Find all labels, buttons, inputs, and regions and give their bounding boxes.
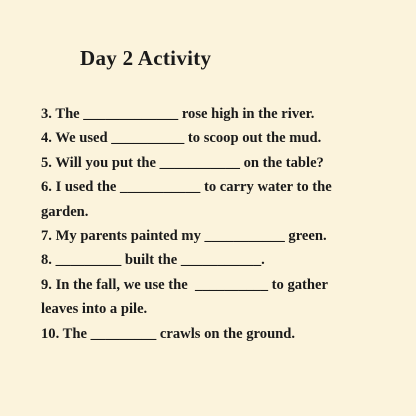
sentence-9-continued: leaves into a pile.	[41, 301, 148, 318]
sentence-7: 7. My parents painted my ___________ green.	[41, 228, 327, 245]
sentence-3: 3. The _____________ rose high in the river.	[41, 106, 315, 122]
sentence-9: 9. In the fall, we use the __________ to gather	[41, 276, 328, 293]
sentence-10: 10. The _________ crawls on the ground.	[41, 325, 296, 342]
sentence-6-continued: garden.	[41, 203, 89, 220]
sentence-list	[41, 102, 411, 346]
sentence-6: 6. I used the ___________ to carry water to the	[41, 179, 332, 196]
sentence-4: 4. We used __________ to scoop out the mud.	[41, 130, 322, 147]
sentence-8: 8. _________ built the ___________.	[41, 252, 265, 269]
worksheet-title: Day 2 Activity	[80, 46, 212, 70]
sentence-5: 5. Will you put the ___________ on the table?	[41, 154, 324, 171]
